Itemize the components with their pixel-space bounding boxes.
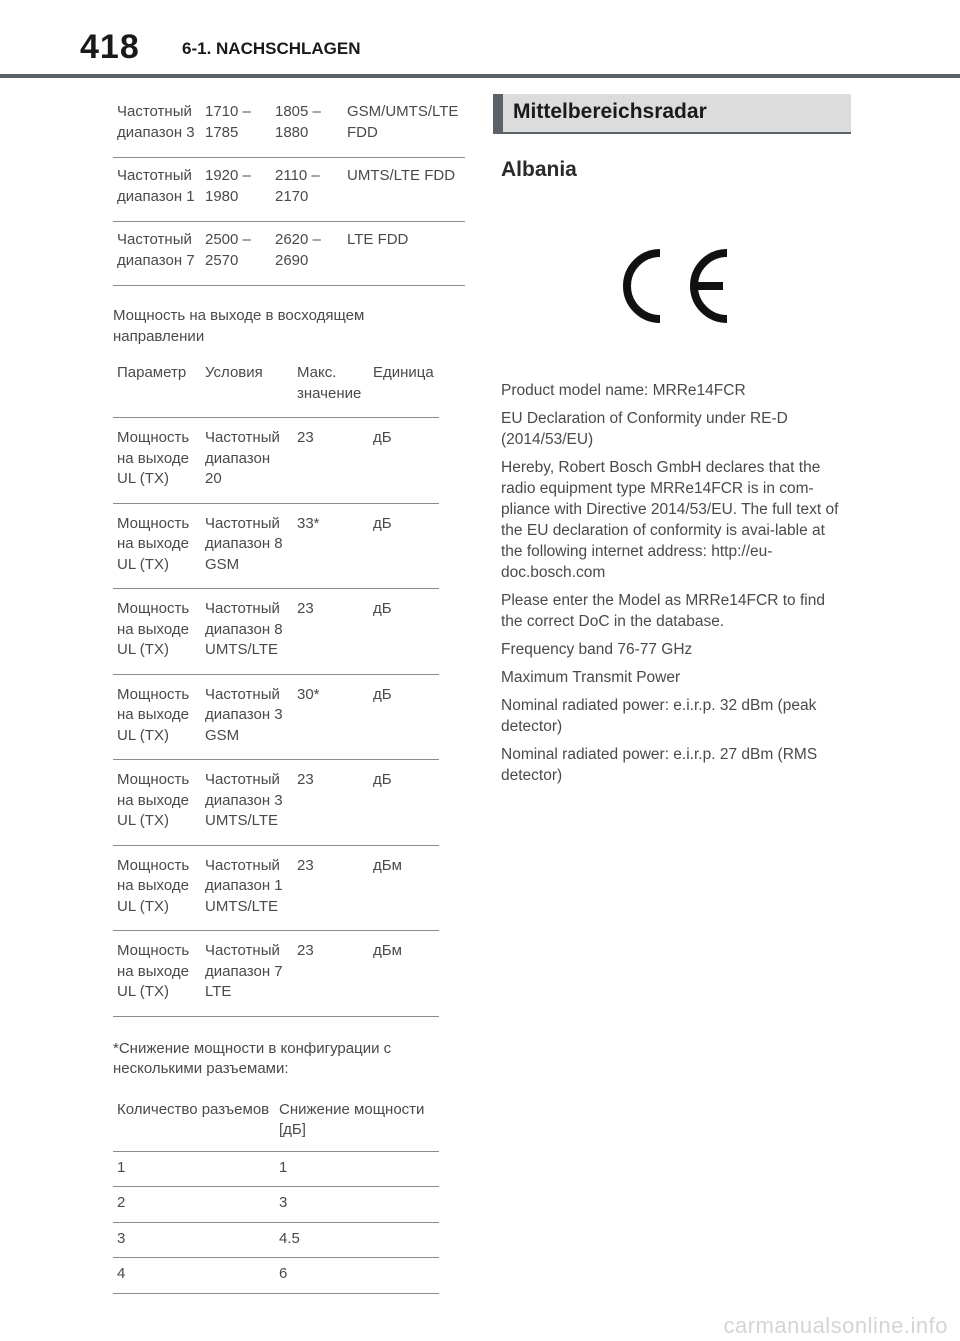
paragraph: Please enter the Model as MRRe14FCR to find the correct DoC in the database. [501,592,825,630]
paragraph: Hereby, Robert Bosch GmbH declares that the radio equipment type MRRe14FCR is in com-pliance with Directive 2014/53/EU. The full text of the EU declaration of conformity is avai-lable at the following internet address: http://eu-doc.bosch.com [501,459,839,581]
table-cell: 33* [293,503,369,589]
table-cell: 2620 – 2690 [271,222,343,286]
power-table [113,351,439,1017]
column-header: Снижение мощности [дБ] [275,1086,439,1152]
table-cell: Частотный диапазон 3 GSM [201,674,293,760]
section-header [493,94,851,134]
table-cell: дБ [369,503,439,589]
table-row [113,760,439,846]
table-cell: 23 [293,589,369,675]
reduction-note: *Снижение мощности в конфигурации с несколькими разъемами: [113,1039,392,1077]
table-cell: Частотный диапазон 7 [113,222,201,286]
column-header: Параметр [113,351,201,418]
paragraph: Maximum Transmit Power [501,669,681,686]
column-header: Макс. значение [293,351,369,418]
table-cell: 2110 – 2170 [271,158,343,222]
table-row [113,94,465,158]
paragraph: Nominal radiated power: e.i.r.p. 27 dBm (RMS detector) [501,746,818,784]
table-cell: 1 [275,1151,439,1187]
table-cell: 3 [113,1222,275,1258]
right-column [493,94,851,793]
column-header: Количество разъемов [113,1086,275,1152]
ce-mark-icon [615,244,735,328]
paragraph: Product model name: MRRe14FCR [501,382,746,399]
table-cell: Мощность на выходе UL (TX) [113,760,201,846]
table-cell: Мощность на выходе UL (TX) [113,931,201,1017]
table-cell: GSM/UMTS/LTE FDD [343,94,465,158]
table-row [113,589,439,675]
page-header [0,0,960,80]
table-cell: 1920 – 1980 [201,158,271,222]
table-row [113,1151,439,1187]
table-row [113,503,439,589]
page-number: 418 [80,28,140,66]
power-intro: Мощность на выходе в восходящем направлении [113,307,365,345]
paragraph: Nominal radiated power: e.i.r.p. 32 dBm (peak detector) [501,697,817,735]
table-cell: 2 [113,1187,275,1223]
table-cell: дБм [369,931,439,1017]
column-header: Единица [369,351,439,418]
table-cell: 4 [113,1258,275,1294]
table-cell: Частотный диапазон 8 GSM [201,503,293,589]
table-cell: Мощность на выходе UL (TX) [113,418,201,504]
table-row [113,418,439,504]
table-cell: дБ [369,674,439,760]
table-cell: Частотный диапазон 3 UMTS/LTE [201,760,293,846]
table-row [113,1222,439,1258]
table-cell: 1 [113,1151,275,1187]
conformity-text [501,380,846,786]
column-header: Условия [201,351,293,418]
table-cell: Мощность на выходе UL (TX) [113,674,201,760]
table-cell: 23 [293,845,369,931]
table-row [113,1258,439,1294]
country-heading: Albania [501,158,577,181]
header-rule [0,74,960,78]
table-row [113,845,439,931]
table-cell: Мощность на выходе UL (TX) [113,589,201,675]
table-header-row [113,351,439,418]
section-title: Mittelbereichsradar [513,100,707,123]
section-bar [493,94,503,132]
table-cell: Частотный диапазон 20 [201,418,293,504]
table-cell: 2500 – 2570 [201,222,271,286]
reduction-table [113,1086,439,1294]
table-row [113,674,439,760]
table-cell: 23 [293,760,369,846]
table-row [113,158,465,222]
chapter-title: 6-1. NACHSCHLAGEN [182,39,361,58]
table-cell: дБм [369,845,439,931]
watermark: carmanualsonline.info [723,1313,948,1338]
table-cell: 23 [293,418,369,504]
table-cell: 1805 – 1880 [271,94,343,158]
table-cell: Частотный диапазон 1 [113,158,201,222]
table-row [113,931,439,1017]
table-cell: Частотный диапазон 8 UMTS/LTE [201,589,293,675]
table-cell: дБ [369,589,439,675]
left-column [113,94,465,1294]
frequency-table [113,94,465,286]
paragraph: Frequency band 76-77 GHz [501,641,693,658]
table-cell: LTE FDD [343,222,465,286]
table-cell: Частотный диапазон 1 UMTS/LTE [201,845,293,931]
table-cell: Мощность на выходе UL (TX) [113,845,201,931]
table-cell: 30* [293,674,369,760]
table-cell: дБ [369,418,439,504]
table-cell: Частотный диапазон 7 LTE [201,931,293,1017]
table-header-row [113,1086,439,1152]
table-cell: 1710 – 1785 [201,94,271,158]
table-cell: 4.5 [275,1222,439,1258]
table-cell: UMTS/LTE FDD [343,158,465,222]
table-cell: 6 [275,1258,439,1294]
table-row [113,222,465,286]
paragraph: EU Declaration of Conformity under RE-D (2014/53/EU) [501,410,788,448]
table-cell: дБ [369,760,439,846]
table-cell: Мощность на выходе UL (TX) [113,503,201,589]
table-cell: 3 [275,1187,439,1223]
table-row [113,1187,439,1223]
table-cell: 23 [293,931,369,1017]
table-cell: Частотный диапазон 3 [113,94,201,158]
